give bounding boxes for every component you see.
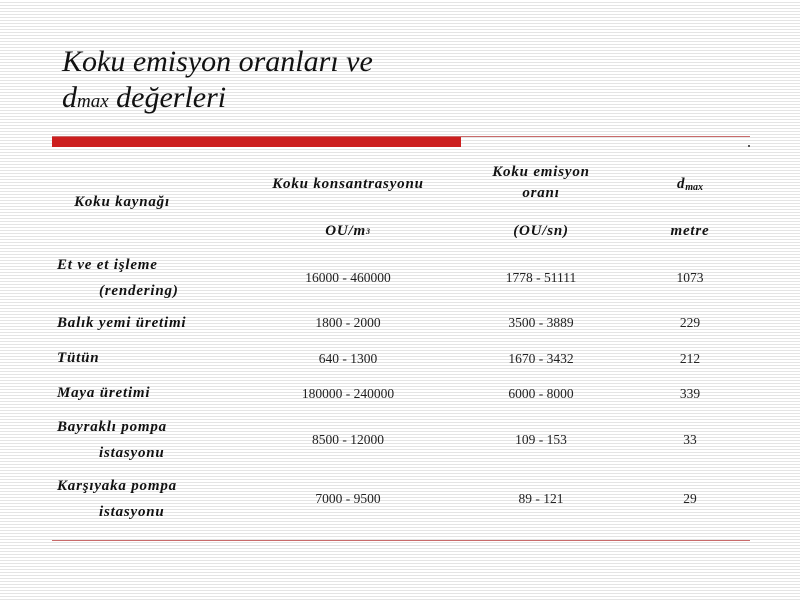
unit-dmax: metre	[670, 222, 710, 239]
row-source-line1: Balık yemi üretimi	[57, 315, 187, 331]
table-cell-dmax: 229	[679, 315, 701, 330]
table-cell-concentration: 16000 - 460000	[305, 270, 391, 285]
table-cell-emission: 6000 - 8000	[508, 386, 574, 401]
table-cell-emission: 109 - 153	[515, 432, 567, 447]
table-cell-concentration: 1800 - 2000	[315, 315, 381, 330]
table-cell-emission: 1670 - 3432	[508, 351, 574, 366]
header-dmax-main: d	[676, 175, 686, 192]
red-accent-bar	[52, 137, 461, 147]
row-source-line1: Tütün	[57, 350, 100, 366]
table-row-label	[57, 473, 257, 525]
table-row-label	[57, 252, 257, 304]
slide-title	[62, 44, 373, 120]
table-cell-dmax: 339	[679, 386, 701, 401]
table-cell-dmax: 33	[683, 432, 697, 447]
table-cell-emission: 3500 - 3889	[508, 315, 574, 330]
title-d: d	[62, 81, 77, 114]
table-row-label	[57, 310, 257, 336]
table-cell-emission: 1778 - 51111	[505, 270, 577, 285]
row-source-line1: Bayraklı pompa	[57, 419, 167, 435]
unit-concentration-sup: 3	[365, 226, 371, 236]
row-source-line1: Maya üretimi	[57, 385, 151, 401]
table-row-label	[57, 414, 257, 466]
table-cell-dmax: 1073	[676, 270, 704, 285]
header-emission-line2: oranı	[522, 185, 560, 201]
rule-end-mark	[748, 145, 750, 147]
header-emission	[460, 158, 622, 208]
table-cell-concentration: 7000 - 9500	[315, 491, 381, 506]
title-line1: Koku emisyon oranları ve	[62, 45, 373, 78]
header-dmax-subscript: max	[685, 182, 704, 193]
row-source-line2: istasyonu	[99, 445, 165, 461]
table-cell-concentration: 180000 - 240000	[301, 386, 395, 401]
table-cell-concentration: 8500 - 12000	[312, 432, 384, 447]
table-cell-emission: 89 - 121	[518, 491, 564, 506]
header-emission-line1: Koku emisyon	[492, 164, 590, 180]
title-line2-rest: değerleri	[108, 81, 227, 114]
unit-concentration	[248, 218, 448, 244]
table-cell-concentration: 640 - 1300	[318, 351, 378, 366]
header-source: Koku kaynağı	[74, 193, 170, 210]
row-source-line2: (rendering)	[99, 283, 179, 299]
table-cell-dmax: 212	[679, 351, 701, 366]
footer-rule	[52, 540, 750, 541]
table-row-label	[57, 345, 257, 371]
table-row-label	[57, 380, 257, 406]
unit-emission: (OU/sn)	[513, 222, 569, 239]
row-source-line1: Karşıyaka pompa	[57, 478, 177, 494]
row-source-line2: istasyonu	[99, 504, 165, 520]
title-d-subscript: max	[77, 91, 109, 112]
unit-concentration-main: OU/m	[325, 222, 366, 239]
header-dmax	[630, 170, 750, 198]
table-cell-dmax: 29	[683, 491, 697, 506]
header-concentration: Koku konsantrasyonu	[272, 175, 424, 192]
row-source-line1: Et ve et işleme	[57, 257, 158, 273]
